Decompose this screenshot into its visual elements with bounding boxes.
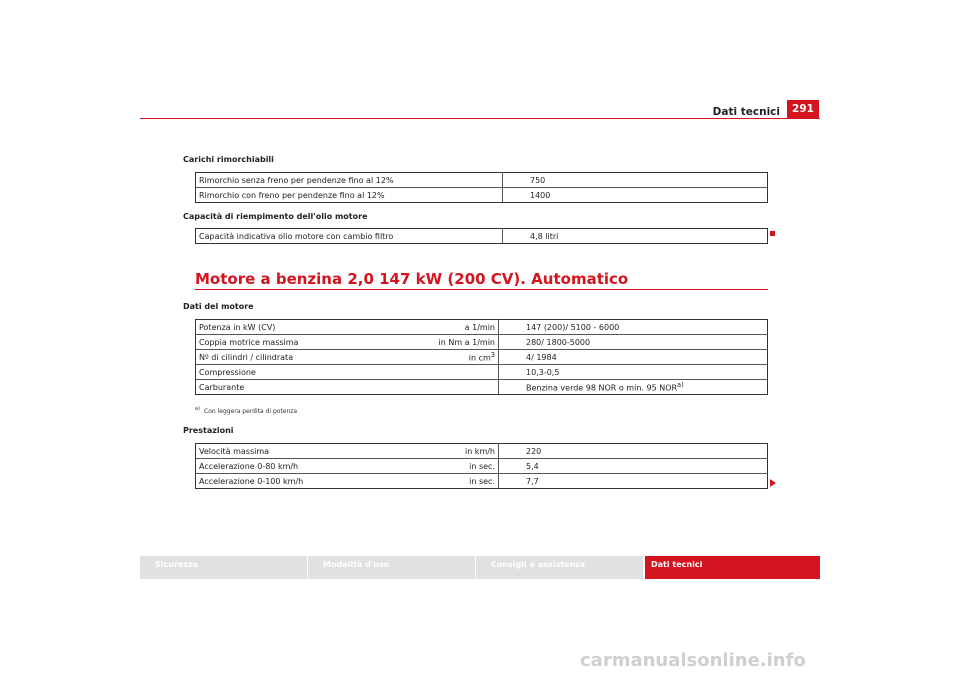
heading-rule [195, 289, 768, 290]
performance-section-title: Prestazioni [183, 426, 234, 435]
table-cell-label: Potenza in kW (CV) [196, 320, 433, 335]
table-cell-value: 280/ 1800-5000 [499, 335, 768, 350]
table-cell-unit [432, 380, 499, 395]
table-cell-unit: in km/h [432, 444, 499, 459]
nav-tab-dati-tecnici[interactable]: Dati tecnici [645, 556, 820, 579]
table-row [196, 444, 768, 459]
section-end-marker-icon [770, 231, 775, 236]
table-cell-value: 147 (200)/ 5100 - 6000 [499, 320, 768, 335]
footnote-mark: a) [195, 406, 201, 412]
table-row [196, 350, 768, 365]
table-row [196, 173, 768, 188]
table-cell-value: 4,8 litri [503, 229, 768, 244]
engine-table [195, 319, 768, 395]
nav-tab-consigli-assistenza[interactable]: Consigli e assistenza [476, 556, 643, 579]
footnote [195, 406, 297, 415]
table-cell-value: 5,4 [499, 459, 768, 474]
table-cell-unit: a 1/min [432, 320, 499, 335]
table-cell-value: 750 [503, 173, 768, 188]
engine-section-title: Dati del motore [183, 302, 254, 311]
table-cell-label: Compressione [196, 365, 433, 380]
value-text: Benzina verde 98 NOR o min. 95 NOR [526, 383, 678, 393]
page-section-title: Dati tecnici [712, 106, 780, 118]
table-cell-label: Carburante [196, 380, 433, 395]
unit-text: in cm [468, 353, 491, 363]
table-cell-label: Nº di cilindri / cilindrata [196, 350, 433, 365]
oil-table [195, 228, 768, 244]
table-row [196, 365, 768, 380]
table-cell-unit: in sec. [432, 474, 499, 489]
table-cell-label: Rimorchio senza freno per pendenze fino al 12% [196, 173, 503, 188]
towing-table [195, 172, 768, 203]
table-row [196, 320, 768, 335]
footnote-text: Con leggera perdita di potenza [204, 408, 298, 415]
table-cell-value: 4/ 1984 [499, 350, 768, 365]
table-row [196, 229, 768, 244]
watermark: carmanualsonline.info [580, 650, 806, 671]
continue-arrow-icon [770, 479, 776, 487]
nav-tab-sicurezza[interactable]: Sicurezza [140, 556, 307, 579]
table-cell-label: Coppia motrice massima [196, 335, 433, 350]
footnote-reference: a) [677, 381, 684, 390]
table-cell-unit [432, 350, 499, 365]
table-cell-label: Accelerazione 0-100 km/h [196, 474, 433, 489]
unit-superscript: 3 [490, 351, 495, 360]
oil-section-title: Capacità di riempimento dell'olio motore [183, 212, 368, 221]
table-cell-unit: in Nm a 1/min [432, 335, 499, 350]
table-cell-unit [432, 365, 499, 380]
table-cell-label: Capacità indicativa olio motore con cambio filtro [196, 229, 503, 244]
table-row [196, 380, 768, 395]
page-number: 291 [787, 100, 819, 119]
table-cell-value: 220 [499, 444, 768, 459]
table-cell-label: Velocità massima [196, 444, 433, 459]
table-cell-value [499, 380, 768, 395]
nav-tab-modalita-uso[interactable]: Modalità d'uso [308, 556, 475, 579]
table-cell-label: Rimorchio con freno per pendenze fino al 12% [196, 188, 503, 203]
table-cell-value: 7,7 [499, 474, 768, 489]
towing-section-title: Carichi rimorchiabili [183, 155, 274, 164]
table-cell-unit: in sec. [432, 459, 499, 474]
header-rule [140, 118, 820, 119]
table-cell-value: 1400 [503, 188, 768, 203]
table-row [196, 188, 768, 203]
table-row [196, 335, 768, 350]
table-cell-label: Accelerazione 0-80 km/h [196, 459, 433, 474]
performance-table [195, 443, 768, 489]
table-cell-value: 10,3-0,5 [499, 365, 768, 380]
table-row [196, 474, 768, 489]
table-row [196, 459, 768, 474]
engine-heading: Motore a benzina 2,0 147 kW (200 CV). Automatico [195, 270, 629, 288]
